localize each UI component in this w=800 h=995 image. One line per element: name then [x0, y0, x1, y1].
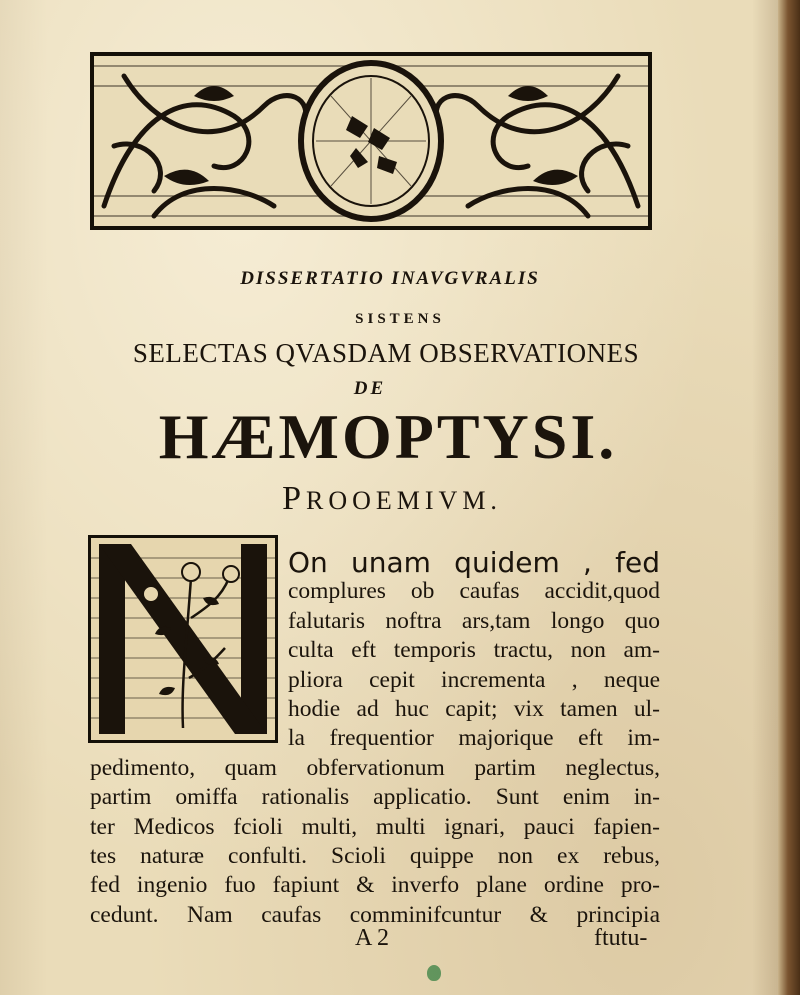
text-line: pliora cepit incrementa , neque	[288, 666, 660, 693]
dissertation-title-line: DISSERTATIO INAVGVRALIS	[240, 268, 540, 289]
heading-rest: ROOEMIVM.	[305, 486, 502, 515]
body-paragraph	[90, 548, 660, 930]
text-line: complures ob caufas accidit,quod	[288, 578, 660, 605]
sistens-line: SISTENS	[355, 311, 445, 327]
text-line: falutaris noftra ars,tam longo quo	[288, 607, 660, 634]
text-line: pedimento, quam obfervationum partim neglectus,	[90, 754, 660, 781]
signature-mark: A 2	[355, 925, 390, 951]
text-line: culta eft temporis tractu, non am-	[288, 637, 660, 664]
text-line: la frequentior majorique eft im-	[288, 725, 660, 752]
ink-stain	[427, 965, 441, 981]
text-line: hodie ad huc capit; vix tamen ul-	[288, 696, 660, 723]
text-line: tes naturæ confulti. Scioli quippe non ex rebus,	[90, 843, 660, 870]
de-line: DE	[353, 378, 387, 399]
main-title-haemoptysi: HÆMOPTYSI.	[158, 401, 618, 472]
catchword: ftutu-	[594, 925, 648, 951]
text-line: partim omiffa rationalis applicatio. Sunt enim in-	[90, 784, 660, 811]
floral-headpiece-ornament	[90, 52, 652, 230]
text-line: cedunt. Nam caufas comminifcuntur & principia	[90, 901, 660, 928]
headpiece-icon	[94, 56, 648, 226]
text-line: On unam quidem , fed	[288, 546, 660, 579]
heading-initial: P	[282, 480, 306, 517]
text-line: fed ingenio fuo fapiunt & inverfo plane ordine pro-	[90, 872, 660, 899]
prooemium-heading	[0, 480, 792, 518]
selectas-line: SELECTAS QVASDAM OBSERVATIONES	[132, 338, 640, 368]
text-line: ter Medicos fcioli multi, multi ignari, pauci fapien-	[90, 813, 660, 840]
